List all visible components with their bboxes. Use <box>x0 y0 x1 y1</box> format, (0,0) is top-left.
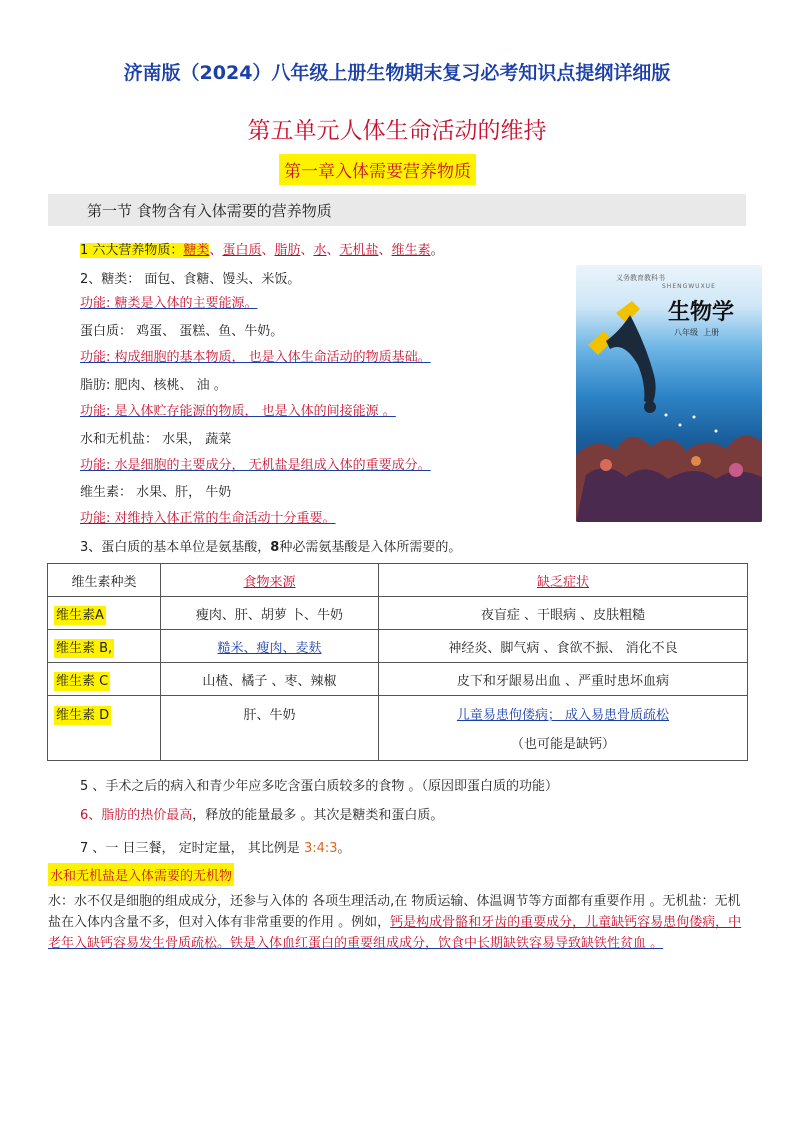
fish-dot <box>679 424 682 427</box>
chapter-title: 第一章入体需要营养物质 <box>279 154 476 185</box>
vitamin-function <box>80 507 336 526</box>
unit-title: 第五单元人体生命活动的维持 <box>247 118 547 144</box>
fat-function <box>80 400 396 419</box>
food-source-cell: 瘦肉、肝、胡萝 卜、牛奶 <box>161 597 379 630</box>
nutrient-separator: 、 <box>261 243 275 258</box>
nutrient-item: 蛋白质 <box>222 243 262 258</box>
vitamin-foods: 水果、肝， 牛奶 <box>136 485 232 500</box>
water-function <box>80 454 431 473</box>
water-foods: 水果， 蔬菜 <box>162 432 232 447</box>
nutrients-end: 。 <box>430 243 444 258</box>
header-deficiency: 缺乏症状 <box>379 564 748 597</box>
table-row <box>48 663 748 696</box>
vitamin-name-cell <box>48 630 161 663</box>
table-row <box>48 696 748 761</box>
nutrients-prefix: 1 六大营养物质： <box>80 243 184 258</box>
nutrients-line <box>80 239 444 258</box>
vitamin-label: 维生素： <box>80 485 133 500</box>
fat-line <box>80 374 227 393</box>
fish-dot <box>715 430 718 433</box>
diver-body <box>606 315 656 405</box>
header-vitamin-type: 维生素种类 <box>48 564 161 597</box>
diver-head <box>644 401 656 413</box>
cover-series-text: 义务教育教科书 <box>616 274 665 282</box>
function-label: 功能: <box>80 404 111 419</box>
fat-label: 脂肪: <box>80 378 111 393</box>
vitamin-name-cell <box>48 663 161 696</box>
inorganic-paragraph <box>48 891 748 954</box>
item-6 <box>80 804 443 823</box>
item-6-rest: ，释放的能量最多 。其次是糖类和蛋白质。 <box>192 808 444 823</box>
protein-label: 蛋白质： <box>80 324 133 339</box>
table-row <box>48 630 748 663</box>
water-label: 水和无机盐： <box>80 432 159 447</box>
coral-bulb <box>600 459 612 471</box>
amino-suffix: 种必需氨基酸是入体所需要的。 <box>279 540 462 555</box>
protein-function <box>80 346 431 365</box>
coral-bulb <box>691 456 701 466</box>
deficiency-cell: 神经炎、脚气病 、食欲不振、 消化不良 <box>379 630 748 663</box>
section-title: 第一节 食物含有入体需要的营养物质 <box>87 202 332 220</box>
nutrient-separator: 、 <box>378 243 392 258</box>
carbs-function <box>80 292 258 311</box>
table-header-row <box>48 564 748 597</box>
item-7 <box>80 837 351 856</box>
nutrient-item: 无机盐 <box>339 243 379 258</box>
fat-calorie-highlight: 6、脂肪的热价最高 <box>80 808 193 823</box>
deficiency-text: 儿童易患佝偻病； 成入易患骨质疏松 <box>456 708 670 723</box>
table-row <box>48 597 748 630</box>
fish-dot <box>665 414 668 417</box>
nutrient-item: 维生素 <box>391 243 431 258</box>
textbook-cover-image <box>576 265 762 522</box>
nutrient-separator: 、 <box>326 243 340 258</box>
food-source-cell: 糙米、瘦肉、麦麸 <box>161 630 379 663</box>
vitamin-name-cell <box>48 597 161 630</box>
deficiency-note: （也可能是缺钙） <box>510 737 615 752</box>
paragraph-text: 水：水不仅是细胞的组成成分，还参与入体的 各项生理活动,在 物质运输、体温调节等方面都有重要作用 。无机盐：无机盐在入体内含量不多，但对入体有非常重要的作用 。例如， <box>48 894 741 930</box>
fat-foods: 肥肉、核桃、 油 。 <box>114 378 227 393</box>
amino-acid-line <box>80 536 461 555</box>
item-7-end: 。 <box>337 841 351 856</box>
cover-grade: 八年级 上册 <box>674 328 720 337</box>
function-text: 构成细胞的基本物质， 也是入体生命活动的物质基础。 <box>114 350 431 365</box>
fish-dot <box>693 416 696 419</box>
cover-title: 生物学 <box>668 299 735 325</box>
deficiency-cell: 夜盲症 、干眼病 、皮肤粗糙 <box>379 597 748 630</box>
item-7-text: 7 、一 日三餐， 定时定量， 其比例是 <box>80 841 304 856</box>
protein-foods: 鸡蛋、 蛋糕、鱼、牛奶。 <box>136 324 284 339</box>
nutrient-item: 糖类 <box>183 243 210 258</box>
water-line <box>80 428 231 447</box>
vitamin-name: 维生素 B, <box>56 640 113 656</box>
function-label: 功能: <box>80 296 111 311</box>
function-text: 是入体贮存能源的物质， 也是入体的间接能源 。 <box>114 404 396 419</box>
carbs-foods: 面包、食糖、馒头、米饭。 <box>144 272 301 287</box>
document-title: 济南版（2024）八年级上册生物期末复习必考知识点提纲详细版 <box>123 62 671 84</box>
meal-ratio: 3:4:3 <box>303 841 338 856</box>
vitamin-name: 维生素 C <box>56 673 109 689</box>
amino-prefix: 3、蛋白质的基本单位是氨基酸， <box>80 540 271 555</box>
paragraph-red-text: 钙是构成骨骼和牙齿的重要成分，儿童缺钙容易患佝偻病，中老年入缺钙容易发生骨质疏松。铁是入体血红蛋白的重要组成成分，饮食中长期缺铁容易导致缺铁性贫血 。 <box>48 915 742 951</box>
function-label: 功能: <box>80 350 111 365</box>
function-text: 糖类是入体的主要能源。 <box>114 296 258 311</box>
vitamin-table <box>47 563 748 761</box>
coral-bulb <box>729 463 743 477</box>
deficiency-cell: 皮下和牙龈易出血 、严重时患坏血病 <box>379 663 748 696</box>
protein-line <box>80 320 283 339</box>
vitamin-name: 维生素 D <box>56 708 110 723</box>
vitamin-line <box>80 481 231 500</box>
carbs-line <box>80 268 300 287</box>
nutrient-item: 水 <box>313 243 327 258</box>
cover-pinyin: SHENGWUXUE <box>662 283 716 290</box>
header-food-source: 食物来源 <box>161 564 379 597</box>
inorganic-heading: 水和无机盐是入体需要的无机物 <box>48 863 234 886</box>
item-5: 5 、手术之后的病入和青少年应多吃含蛋白质较多的食物 。（原因即蛋白质的功能） <box>80 779 559 794</box>
function-text: 水是细胞的主要成分， 无机盐是组成入体的重要成分。 <box>114 458 431 473</box>
function-label: 功能: <box>80 511 111 526</box>
amino-count: 8 <box>270 540 280 555</box>
nutrient-list <box>183 243 430 258</box>
food-source-cell: 肝、牛奶 <box>161 696 379 761</box>
nutrient-item: 脂肪 <box>274 243 301 258</box>
vitamin-name: 维生素A <box>56 607 104 623</box>
nutrient-separator: 、 <box>300 243 314 258</box>
deficiency-cell <box>379 696 748 761</box>
nutrient-separator: 、 <box>209 243 223 258</box>
diver-scene-illustration <box>576 265 762 522</box>
carbs-label: 2、糖类： <box>80 272 141 287</box>
food-source-cell: 山楂、橘子 、枣、辣椒 <box>161 663 379 696</box>
function-text: 对维持入体正常的生命活动十分重要。 <box>114 511 336 526</box>
vitamin-name-cell <box>48 696 161 761</box>
function-label: 功能: <box>80 458 111 473</box>
